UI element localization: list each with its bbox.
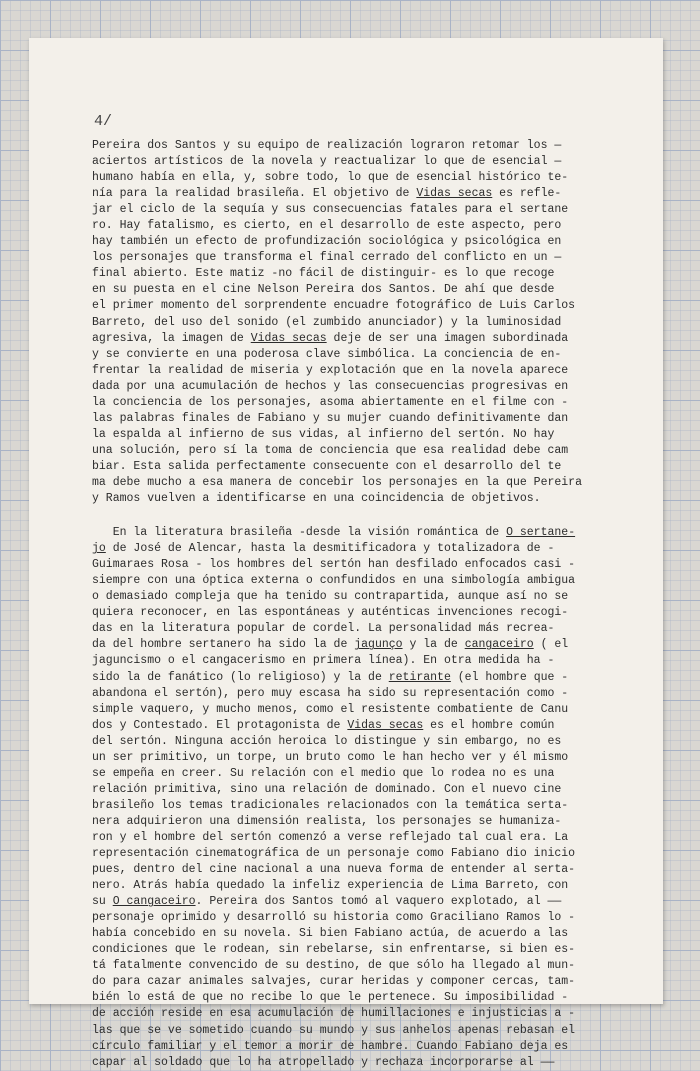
underlined-term: cangaceiro — [464, 638, 534, 652]
text-line: tá fatalmente convencido de su destino, de que sólo ha llegado al mun- — [92, 959, 576, 973]
text-line: brasileño los temas tradicionales relacionados con la temática serta- — [92, 798, 569, 812]
text-line: pues, dentro del cine nacional a una nueva forma de entender al serta- — [92, 863, 576, 877]
text-line: nero. Atrás había quedado la infeliz experiencia de Lima Barreto, con — [92, 879, 569, 893]
text-line: había concebido en su novela. Si bien Fabiano actúa, de acuerdo a las — [92, 927, 569, 941]
text-line: final abierto. Este matiz -no fácil de distinguir- es lo que recoge — [92, 267, 555, 281]
text-line: y Ramos vuelven a identificarse en una coincidencia de objetivos. — [92, 492, 541, 506]
text-line: agresiva, la imagen de Vidas secas deje de ser una imagen subordinada — [92, 331, 569, 345]
text-line: relación primitiva, sino una relación de dominado. Con el nuevo cine — [92, 782, 562, 796]
text-line: o demasiado compleja que ha tenido su contrapartida, aunque así no se — [92, 590, 569, 604]
text-line: su O cangaceiro. Pereira dos Santos tomó al vaquero explotado, al —— — [92, 895, 562, 909]
underlined-term: retirante — [388, 670, 451, 684]
underlined-term: jo — [92, 542, 106, 556]
text-line: aciertos artísticos de la novela y reactualizar lo que de esencial — — [92, 155, 562, 169]
underlined-term: O cangaceiro — [112, 895, 196, 909]
text-line: frentar la realidad de miseria y explotación que en la novela aparece — [92, 363, 569, 377]
underlined-term: Vidas secas — [347, 718, 424, 732]
text-line: bién lo está de que no recibe lo que le pertenece. Su imposibilidad - — [92, 991, 569, 1005]
text-line: la espalda al infierno de sus vidas, al infierno del sertón. No hay — [92, 427, 555, 441]
text-line: biar. Esta salida perfectamente consecuente con el desarrollo del te — [92, 459, 562, 473]
text-line: Barreto, del uso del sonido (el zumbido anunciador) y la luminosidad — [92, 315, 562, 329]
text-line: jo de José de Alencar, hasta la desmitificadora y totalizadora de - — [92, 542, 555, 556]
text-line: Pereira dos Santos y su equipo de realización lograron retomar los — — [92, 139, 562, 152]
text-line: del sertón. Ninguna acción heroica lo distingue y sin embargo, no es — [92, 734, 562, 748]
text-line: En la literatura brasileña -desde la visión romántica de O sertane- — [92, 526, 576, 540]
text-line: siempre con una óptica externa o confundidos en una simbología ambigua — [92, 574, 576, 588]
text-line: hay también un efecto de profundización sociológica y psicológica en — [92, 235, 562, 249]
underlined-term: Vidas secas — [416, 187, 493, 201]
text-line: nía para la realidad brasileña. El objetivo de Vidas secas es refle- — [92, 187, 562, 201]
text-line: una solución, pero sí la toma de conciencia que esa realidad debe cam — [92, 443, 569, 457]
underlined-term: O sertane- — [506, 526, 576, 540]
text-line: un ser primitivo, un torpe, un bruto como le han hecho ver y él mismo — [92, 750, 569, 764]
text-line: sido la de fanático (lo religioso) y la de retirante (el hombre que - — [92, 670, 569, 684]
text-line: humano había en ella, y, sobre todo, lo que de esencial histórico te- — [92, 171, 569, 185]
text-line: ma debe mucho a esa manera de concebir los personajes en la que Pereira — [92, 475, 582, 489]
text-line: dos y Contestado. El protagonista de Vidas secas es el hombre común — [92, 718, 555, 732]
text-line: y se convierte en una poderosa clave simbólica. La conciencia de en- — [92, 347, 562, 361]
text-line: da del hombre sertanero ha sido la de jagunço y la de cangaceiro ( el — [92, 638, 569, 652]
text-line: se empeña en creer. Su relación con el medio que lo rodea no es una — [92, 766, 555, 780]
text-line: do para cazar animales salvajes, curar heridas y componer cercas, tam- — [92, 975, 576, 989]
text-line: ron y el hombre del sertón comenzó a verse reflejado tal cual era. La — [92, 830, 569, 844]
text-line: en su puesta en el cine Nelson Pereira dos Santos. De ahí que desde — [92, 283, 555, 297]
text-line: simple vaquero, y mucho menos, como el resistente combatiente de Canu — [92, 702, 569, 716]
text-line: ro. Hay fatalismo, es cierto, en el desarrollo de este aspecto, pero — [92, 219, 562, 233]
text-line: dada por una acumulación de hechos y las consecuencias progresivas en — [92, 379, 569, 393]
text-line: círculo familiar y el temor a morir de hambre. Cuando Fabiano deja es — [92, 1039, 569, 1053]
document-body — [92, 138, 634, 1071]
paragraph-gap — [92, 507, 634, 525]
text-line: quiera reconocer, en las espontáneas y auténticas invenciones recogi- — [92, 606, 569, 620]
text-line: el primer momento del sorprendente encuadre fotográfico de Luis Carlos — [92, 299, 576, 313]
text-line: las que se ve sometido cuando su mundo y sus anhelos apenas rebasan el — [92, 1023, 576, 1037]
text-line: abandona el sertón), pero muy escasa ha sido su representación como - — [92, 686, 569, 700]
text-line: Guimaraes Rosa - los hombres del sertón han desfilado enfocados casi - — [92, 558, 576, 572]
text-line: de acción reside en esa acumulación de humillaciones e injusticias a - — [92, 1007, 576, 1021]
text-line: las palabras finales de Fabiano y su mujer cuando definitivamente dan — [92, 411, 569, 425]
text-line: nera adquirieron una dimensión realista, los personajes se humaniza- — [92, 814, 562, 828]
text-line: los personajes que transforma el final cerrado del conflicto en un — — [92, 251, 562, 265]
underlined-term: jagunço — [354, 638, 403, 652]
text-line: jar el ciclo de la sequía y sus consecuencias fatales para el sertane — [92, 203, 569, 217]
text-line: jaguncismo o el cangacerismo en primera línea). En otra medida ha - — [92, 654, 555, 668]
page-number: 4/ — [94, 113, 113, 130]
text-line: capar al soldado que lo ha atropellado y rechaza incorporarse al —— — [92, 1055, 555, 1069]
text-line: personaje oprimido y desarrolló su historia como Graciliano Ramos lo - — [92, 911, 576, 925]
text-line: representación cinematográfica de un personaje como Fabiano dio inicio — [92, 847, 576, 861]
text-line: la conciencia de los personajes, asoma abiertamente en el filme con - — [92, 395, 569, 409]
underlined-term: Vidas secas — [250, 331, 327, 345]
text-line: das en la literatura popular de cordel. La personalidad más recrea- — [92, 622, 555, 636]
text-line: condiciones que le rodean, sin rebelarse, sin enfrentarse, si bien es- — [92, 943, 576, 957]
